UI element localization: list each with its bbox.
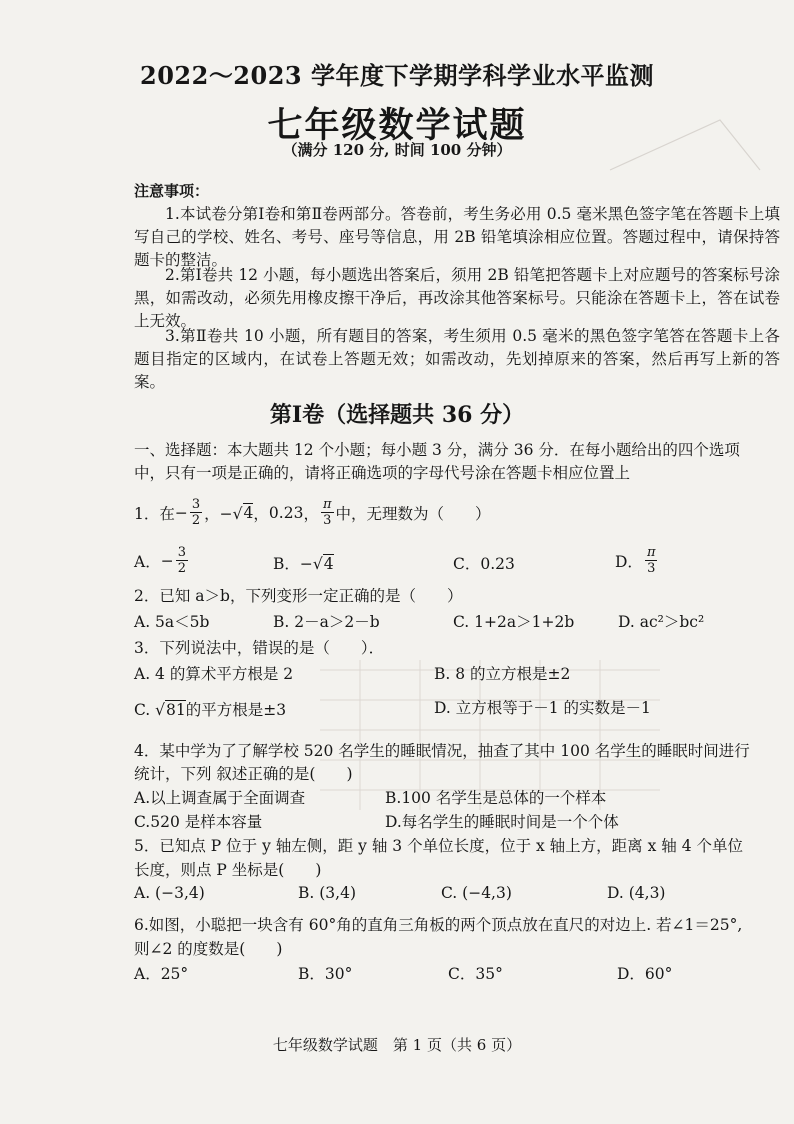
q4-stem-line1: 4．某中学为了了解学校 520 名学生的睡眠情况，抽查了其中 100 名学生的睡眠时间进行 bbox=[134, 742, 750, 760]
q1-sqrt: 4 bbox=[243, 504, 254, 522]
section-intro-line1: 一、选择题：本大题共 12 个小题；每小题 3 分，满分 36 分．在每小题给出的四个选项 bbox=[134, 441, 740, 459]
q2-option-a: A. 5a＜5b bbox=[134, 613, 210, 631]
exam-title: 七年级数学试题 bbox=[267, 105, 527, 146]
q2-option-c: C. 1+2a＞1+2b bbox=[453, 613, 575, 631]
note-3: 3.第Ⅱ卷共 10 小题，所有题目的答案，考生须用 0.5 毫米的黑色签字笔答在答题卡上各题目指定的区域内，在试卷上答题无效；如需改动，先划掉原来的答案，然后再写上新的答案。 bbox=[134, 327, 780, 391]
q4-option-d: D.每名学生的睡眠时间是一个个体 bbox=[385, 813, 619, 831]
q6-option-c: C．35° bbox=[448, 965, 503, 983]
q5-option-a: A. (−3,4) bbox=[134, 884, 205, 902]
q6-stem-line2: 则∠2 的度数是( ) bbox=[134, 940, 283, 958]
q3-option-c: C. √81的平方根是±3 bbox=[134, 701, 287, 719]
q6-option-d: D．60° bbox=[617, 965, 673, 983]
q4-option-a: A.以上调查属于全面调查 bbox=[134, 789, 306, 807]
q1-stem-prefix: 1．在 bbox=[134, 504, 175, 523]
section-title: 第Ⅰ卷（选择题共 36 分） bbox=[269, 402, 525, 428]
q4-option-c: C.520 是样本容量 bbox=[134, 813, 263, 831]
q2-option-d: D. ac²＞bc² bbox=[618, 613, 705, 631]
q1-stem-suffix: 中，无理数为（ ） bbox=[335, 504, 491, 523]
q5-option-c: C. (−4,3) bbox=[441, 884, 512, 902]
q4-option-b: B.100 名学生是总体的一个样本 bbox=[385, 789, 607, 807]
q3-option-a: A. 4 的算术平方根是 2 bbox=[134, 665, 294, 683]
notes-heading: 注意事项： bbox=[134, 182, 210, 200]
q1-option-a: A． − $\frac{3}{2}$ bbox=[134, 545, 186, 576]
q2-option-b: B. 2－a＞2－b bbox=[273, 613, 380, 631]
q1-option-c: C．0.23 bbox=[453, 555, 515, 573]
q1-decimal: 0.23 bbox=[268, 503, 304, 522]
q6-stem-line1: 6.如图，小聪把一块含有 60°角的直角三角板的两个顶点放在直尺的对边上. 若∠1＝25°, bbox=[134, 916, 743, 934]
q2-stem: 2．已知 a＞b，下列变形一定正确的是（ ） bbox=[134, 587, 463, 605]
q5-option-b: B. (3,4) bbox=[298, 884, 356, 902]
exam-header-title: 2022～2023 学年度下学期学科学业水平监测 bbox=[140, 61, 654, 90]
section-intro-line2: 中，只有一项是正确的，请将正确选项的字母代号涂在答题卡相应位置上 bbox=[134, 464, 631, 482]
q3-stem: 3．下列说法中，错误的是（ ）． bbox=[134, 639, 385, 657]
q3-option-d: D. 立方根等于－1 的实数是－1 bbox=[434, 699, 651, 717]
q5-stem-line2: 长度，则点 P 坐标是( ) bbox=[134, 861, 322, 879]
q1-stem: 1．在 − $\frac{3}{2}$ ，−√ 4 ， 0.23 ， $\frac{\pi}{3}$ 中，无理数为（ ） bbox=[134, 497, 491, 528]
page-footer: 七年级数学试题 第 1 页（共 6 页） bbox=[272, 1036, 522, 1054]
note-1: 1.本试卷分第Ⅰ卷和第Ⅱ卷两部分。答卷前，考生务必用 0.5 毫米黑色签字笔在答题卡上填写自己的学校、姓名、考号、座号等信息，用 2B 铅笔填涂相应位置。答题过程中，请保持答题卡的整洁。 bbox=[134, 205, 780, 269]
q6-option-a: A．25° bbox=[134, 965, 189, 983]
q1-option-d: D． $\frac{\pi}{3}$ bbox=[615, 545, 656, 576]
q1-pi-fraction: $\frac{\pi}{3}$ bbox=[322, 497, 332, 528]
q3-option-b: B. 8 的立方根是±2 bbox=[434, 665, 571, 683]
q4-stem-line2: 统计，下列 叙述正确的是( ) bbox=[134, 765, 353, 783]
q5-option-d: D. (4,3) bbox=[607, 884, 666, 902]
q5-stem-line1: 5．已知点 P 位于 y 轴左侧，距 y 轴 3 个单位长度，位于 x 轴上方，距离 x 轴 4 个单位 bbox=[134, 837, 743, 855]
note-2: 2.第Ⅰ卷共 12 小题，每小题选出答案后，须用 2B 铅笔把答题卡上对应题号的答案标号涂黑，如需改动，必须先用橡皮擦干净后，再改涂其他答案标号。只能涂在答题卡上，答在试卷上无效。 bbox=[134, 266, 780, 330]
q6-option-b: B．30° bbox=[298, 965, 353, 983]
q1-option-b: B．−√4 bbox=[273, 555, 334, 573]
exam-subtitle: （满分 120 分, 时间 100 分钟） bbox=[282, 141, 512, 159]
q1-fraction: $\frac{3}{2}$ bbox=[191, 497, 201, 528]
